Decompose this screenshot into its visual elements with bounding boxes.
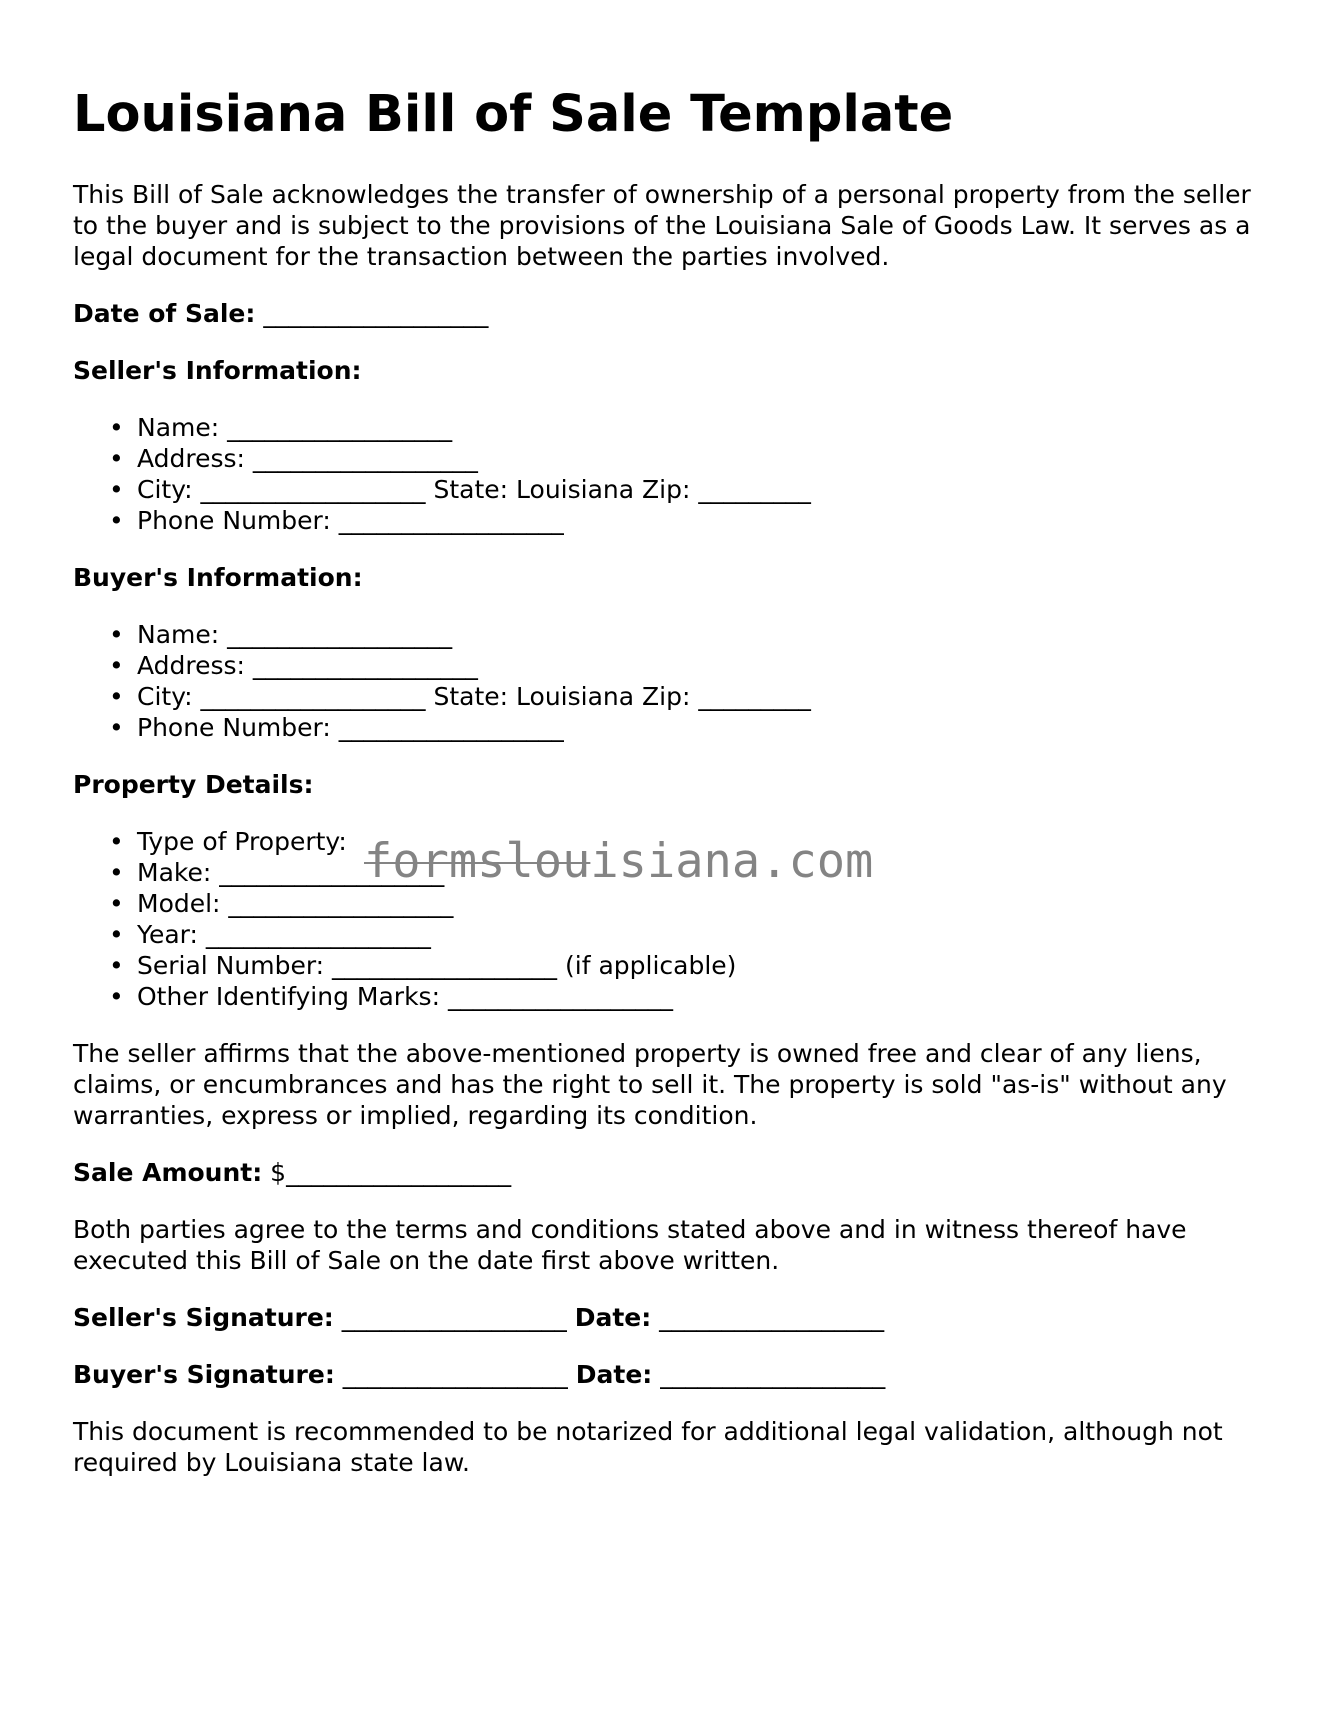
buyer-phone-item — [109, 712, 1273, 743]
agreement-paragraph: Both parties agree to the terms and conditions stated above and in witness thereof have executed this Bill of Sale on the date first above written. — [73, 1215, 1187, 1276]
intro-paragraph: This Bill of Sale acknowledges the transfer of ownership of a personal property from the seller to the buyer and is subject to the provisions of the Louisiana Sale of Goods Law. It serves as a legal document for the transaction between the parties involved. — [73, 180, 1251, 272]
buyer-info-heading: Buyer's Information: — [73, 563, 363, 593]
seller-signature-line — [73, 1302, 1273, 1333]
bullet-icon: • — [109, 475, 124, 505]
bullet-icon: • — [109, 444, 124, 474]
sale-amount-line — [73, 1157, 1273, 1188]
seller-city-field[interactable]: City: __________________ State: Louisiana Zip: _________ — [137, 475, 811, 505]
seller-address-item — [109, 443, 1273, 474]
seller-city-item — [109, 474, 1273, 505]
bullet-icon: • — [109, 951, 124, 981]
bullet-icon: • — [109, 827, 124, 857]
seller-date-field[interactable]: __________________ — [651, 1303, 885, 1333]
bullet-icon: • — [109, 620, 124, 650]
sale-amount-label: Sale Amount: — [73, 1158, 263, 1188]
bullet-icon: • — [109, 651, 124, 681]
watermark — [364, 834, 874, 889]
date-of-sale-line — [73, 298, 1273, 329]
seller-signature-field[interactable]: __________________ — [333, 1303, 575, 1333]
buyer-city-field[interactable]: City: __________________ State: Louisiana Zip: _________ — [137, 682, 811, 712]
buyer-address-item — [109, 650, 1273, 681]
buyer-signature-field[interactable]: __________________ — [334, 1360, 576, 1390]
buyer-info-list — [73, 619, 1273, 743]
buyer-name-field[interactable]: Name: __________________ — [137, 620, 453, 650]
bullet-icon: • — [109, 413, 124, 443]
seller-phone-field[interactable]: Phone Number: __________________ — [137, 506, 564, 536]
bullet-icon: • — [109, 889, 124, 919]
property-year-item — [109, 919, 1273, 950]
bullet-icon: • — [109, 858, 124, 888]
buyer-phone-field[interactable]: Phone Number: __________________ — [137, 713, 564, 743]
seller-info-list — [73, 412, 1273, 536]
seller-name-field[interactable]: Name: __________________ — [137, 413, 453, 443]
bullet-icon: • — [109, 982, 124, 1012]
property-model-item — [109, 888, 1273, 919]
buyer-date-label: Date: — [575, 1360, 653, 1390]
seller-info-heading: Seller's Information: — [73, 356, 362, 386]
bullet-icon: • — [109, 920, 124, 950]
property-make-field[interactable]: Make: __________________ — [137, 858, 445, 888]
notary-note: This document is recommended to be notarized for additional legal validation, although not required by Louisiana state law. — [73, 1417, 1223, 1478]
affirmation-paragraph: The seller affirms that the above-mentioned property is owned free and clear of any liens, claims, or encumbrances and has the right to sell it. The property is sold "as-is" without any warranties, express or implied, regarding its condition. — [73, 1039, 1227, 1131]
watermark-struck-text: formslou — [364, 834, 591, 889]
property-marks-field[interactable]: Other Identifying Marks: __________________ — [137, 982, 673, 1012]
page-title: Louisiana Bill of Sale Template — [73, 85, 954, 144]
bullet-icon: • — [109, 682, 124, 712]
property-serial-item — [109, 950, 1273, 981]
bullet-icon: • — [109, 506, 124, 536]
buyer-date-field[interactable]: __________________ — [652, 1360, 886, 1390]
sale-amount-field[interactable]: $__________________ — [262, 1158, 512, 1188]
seller-phone-item — [109, 505, 1273, 536]
bullet-icon: • — [109, 713, 124, 743]
property-serial-field[interactable]: Serial Number: __________________ (if applicable) — [137, 951, 737, 981]
seller-address-field[interactable]: Address: __________________ — [137, 444, 478, 474]
date-of-sale-field[interactable]: __________________ — [255, 299, 489, 329]
seller-name-item — [109, 412, 1273, 443]
buyer-name-item — [109, 619, 1273, 650]
property-year-field[interactable]: Year: __________________ — [137, 920, 431, 950]
date-of-sale-label: Date of Sale: — [73, 299, 256, 329]
property-details-heading: Property Details: — [73, 770, 314, 800]
buyer-address-field[interactable]: Address: __________________ — [137, 651, 478, 681]
seller-signature-label: Seller's Signature: — [73, 1303, 334, 1333]
watermark-rest-text: isiana.com — [590, 834, 874, 889]
buyer-signature-label: Buyer's Signature: — [73, 1360, 335, 1390]
property-type-field[interactable]: Type of Property: — [137, 827, 347, 857]
seller-date-label: Date: — [574, 1303, 652, 1333]
buyer-city-item — [109, 681, 1273, 712]
property-model-field[interactable]: Model: __________________ — [137, 889, 454, 919]
document-page — [73, 84, 1273, 1504]
buyer-signature-line — [73, 1359, 1273, 1390]
property-marks-item — [109, 981, 1273, 1012]
